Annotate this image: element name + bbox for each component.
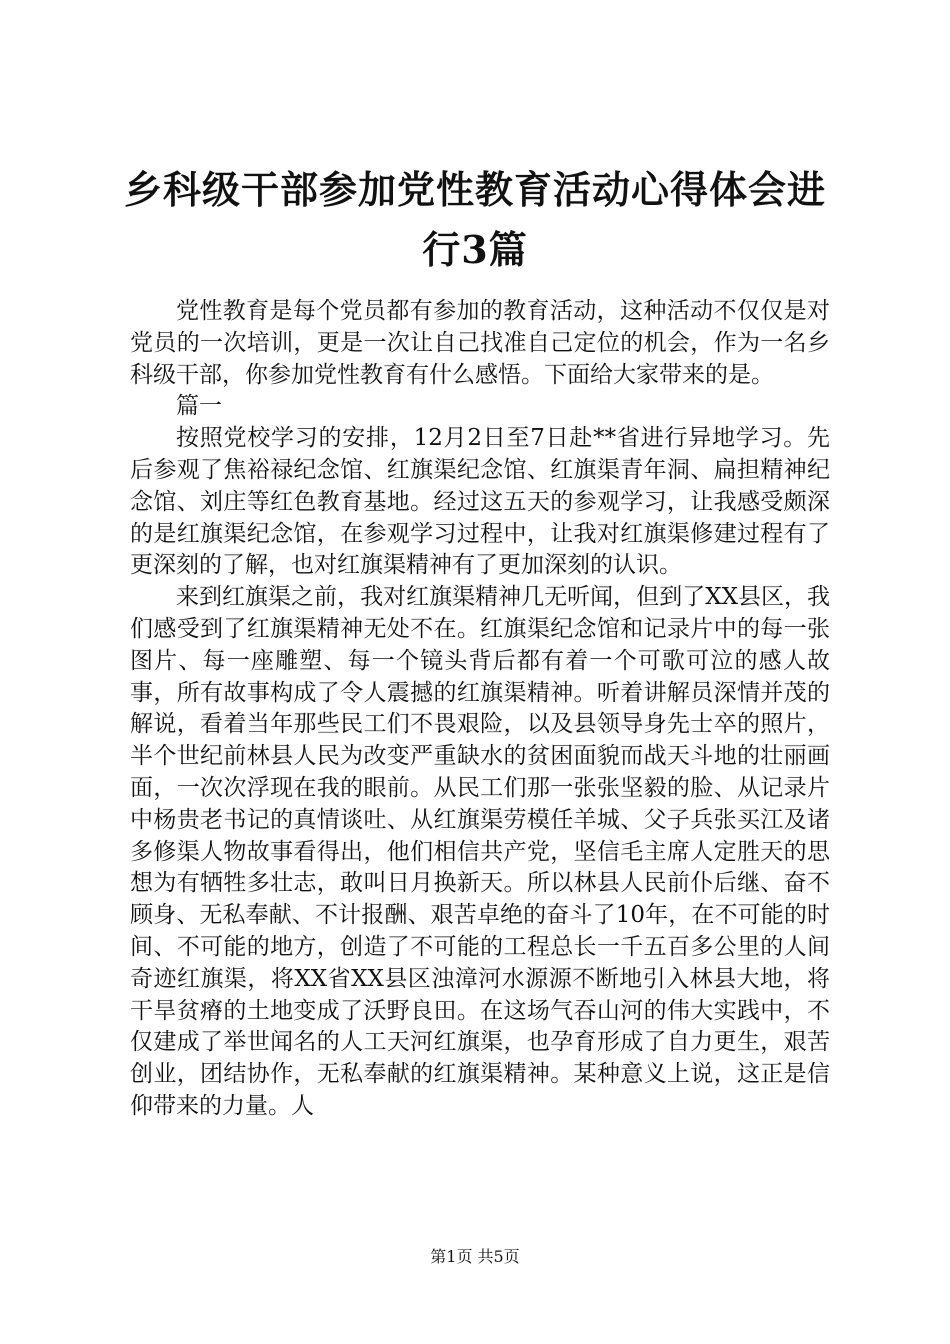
intro-paragraph: 党性教育是每个党员都有参加的教育活动，这种活动不仅仅是对党员的一次培训，更是一次让自己找准自己定位的机会，作为一名乡科级干部，你参加党性教育有什么感悟。下面给大家带来的是。 <box>130 298 830 388</box>
document-title: 乡科级干部参加党性教育活动心得体会进行3篇 <box>123 167 826 272</box>
section-heading: 篇一 <box>176 393 222 420</box>
document-body <box>130 296 830 1123</box>
body-paragraph: 按照党校学习的安排，12月2日至7日赴**省进行异地学习。先后参观了焦裕禄纪念馆、红旗渠纪念馆、红旗渠青年洞、扁担精神纪念馆、刘庄等红色教育基地。经过这五天的参观学习，让我感受颇深的是红旗渠纪念馆，在参观学习过程中，让我对红旗渠修建过程有了更深刻的了解，也对红旗渠精神有了更加深刻的认识。 <box>130 425 830 579</box>
body-paragraph: 来到红旗渠之前，我对红旗渠精神几无听闻，但到了XX县区，我们感受到了红旗渠精神无处不在。红旗渠纪念馆和记录片中的每一张图片、每一座雕塑、每一个镜头背后都有着一个可歌可泣的感人故事，所有故事构成了令人震撼的红旗渠精神。听着讲解员深情并茂的解说，看着当年那些民工们不畏艰险，以及县领导身先士卒的照片，半个世纪前林县人民为改变严重缺水的贫困面貌而战天斗地的壮丽画面，一次次浮现在我的眼前。从民工们那一张张坚毅的脸、从记录片中杨贵老书记的真情谈吐、从红旗渠劳模任羊城、父子兵张买江及诸多修渠人物故事看得出，他们相信共产党，坚信毛主席人定胜天的思想为有牺牲多壮志，敢叫日月换新天。所以林县人民前仆后继、奋不顾身、无私奉献、不计报酬、艰苦卓绝的奋斗了10年，在不可能的时间、不可能的地方，创造了不可能的工程总长一千五百多公里的人间奇迹红旗渠，将XX省XX县区浊漳河水源源不断地引入林县大地，将干旱贫瘠的土地变成了沃野良田。在这场气吞山河的伟大实践中，不仅建成了举世闻名的人工天河红旗渠，也孕育形成了自力更生，艰苦创业，团结协作，无私奉献的红旗渠精神。某种意义上说，这正是信仰带来的力量。人 <box>130 584 830 1119</box>
page-footer: 第1页 共5页 <box>430 1247 520 1266</box>
